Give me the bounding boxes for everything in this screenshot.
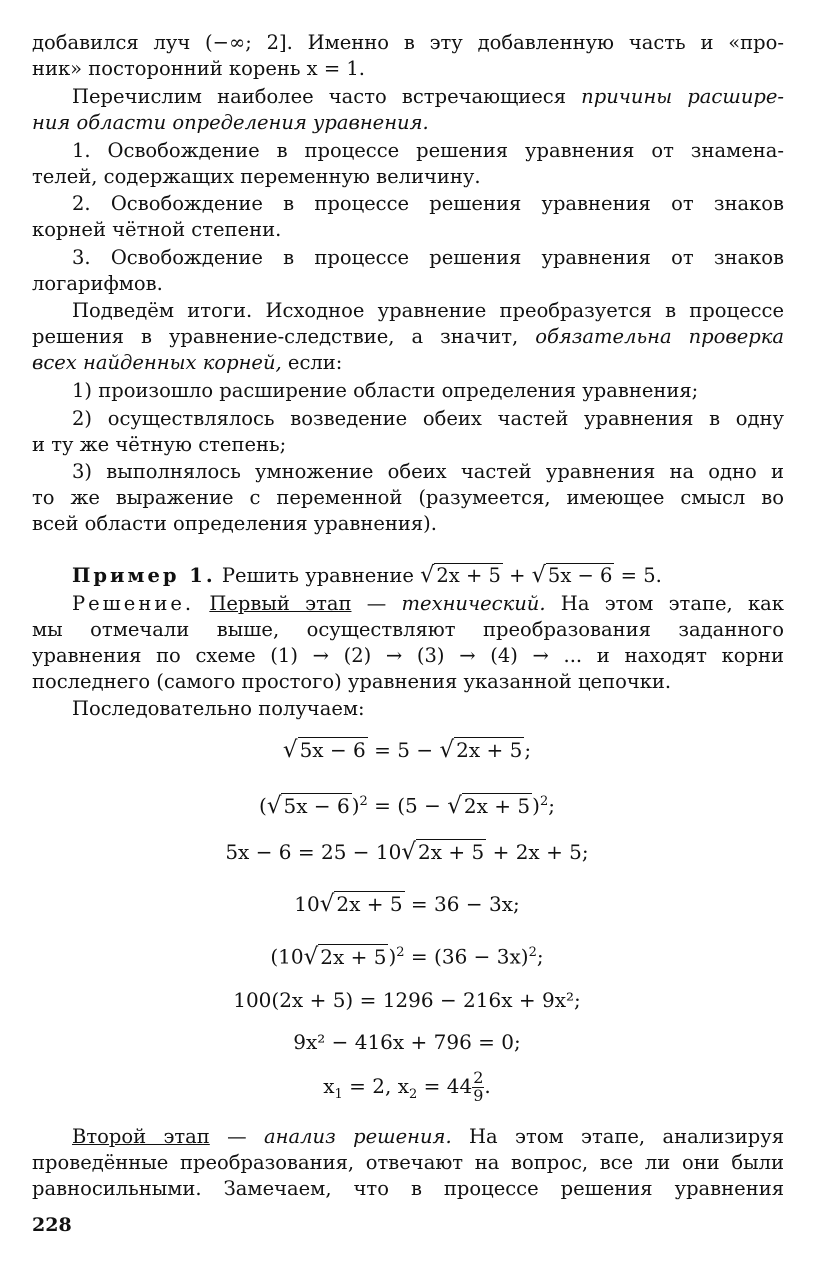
text-line: уравнения по схеме (1) → (2) → (3) → (4) → ... и находят корни bbox=[32, 644, 784, 667]
example-heading: Пример 1. Решить уравнение √ 2x + 5 + √ 5x − 6 = 5. bbox=[72, 562, 662, 588]
equation-7: 9x² − 416x + 796 = 0; bbox=[293, 1030, 521, 1054]
text-line: телей, содержащих переменную величину. bbox=[32, 165, 481, 188]
text-line: решения в уравнение-следствие, а значит, обязательна проверка bbox=[32, 325, 784, 348]
equation-5: (10√ 2x + 5 )$^2 = (36 - 3x)^2$; bbox=[270, 943, 544, 970]
text-line: корней чётной степени. bbox=[32, 218, 282, 241]
text-line: то же выражение с переменной (разумеется, имеющее смысл во bbox=[32, 486, 784, 509]
text-line: 3. Освобождение в процессе решения уравнения от знаков bbox=[72, 246, 784, 269]
text-line: логарифмов. bbox=[32, 272, 163, 295]
text-line: ния области определения уравнения. bbox=[32, 111, 429, 134]
text-line: всей области определения уравнения). bbox=[32, 512, 437, 535]
text-line: Второй этап — анализ решения. На этом этапе, анализируя bbox=[72, 1125, 785, 1148]
text-line: равносильными. Замечаем, что в процессе решения уравнения bbox=[32, 1177, 784, 1200]
text-line: 2) осуществлялось возведение обеих частей уравнения в одну bbox=[72, 407, 784, 430]
text-line: 1) произошло расширение области определения уравнения; bbox=[72, 379, 699, 402]
equation-4: 10√ 2x + 5 = 36 − 3x; bbox=[294, 891, 520, 917]
equation-3: 5x − 6 = 25 − 10√ 2x + 5 + 2x + 5; bbox=[225, 839, 589, 865]
page-number: 228 bbox=[32, 1214, 72, 1236]
text-line: добавился луч (−∞; 2]. Именно в эту добавленную часть и «про- bbox=[32, 31, 784, 54]
equation-8: $x_1 = 2$, $x_2 = 44$ $\frac{2}{9}$ . bbox=[323, 1068, 491, 1105]
text-line: Подведём итоги. Исходное уравнение преобразуется в процессе bbox=[72, 299, 784, 322]
equation-2: (√ 5x − 6 )$^2$ = (5 − √ 2x + 5 )$^2$; bbox=[259, 792, 555, 819]
text-line: всех найденных корней, если: bbox=[32, 351, 343, 374]
text-line: мы отмечали выше, осуществляют преобразования заданного bbox=[32, 618, 784, 641]
text-line: последнего (самого простого) уравнения указанной цепочки. bbox=[32, 670, 672, 693]
text-line: проведённые преобразования, отвечают на вопрос, все ли они были bbox=[32, 1151, 784, 1174]
text-line: 3) выполнялось умножение обеих частей уравнения на одно и bbox=[72, 460, 784, 483]
text-line: и ту же чётную степень; bbox=[32, 433, 287, 456]
text-line: Последовательно получаем: bbox=[72, 697, 365, 720]
solution-heading: Решение. Первый этап — технический. На этом этапе, как bbox=[72, 592, 784, 615]
text-line: ник» посторонний корень x = 1. bbox=[32, 57, 366, 80]
text-line: Перечислим наиболее часто встречающиеся причины расшире- bbox=[72, 85, 784, 108]
equation-1: √ 5x − 6 = 5 − √ 2x + 5 ; bbox=[282, 737, 532, 763]
equation-6: 100(2x + 5) = 1296 − 216x + 9x²; bbox=[233, 988, 581, 1012]
text-line: 2. Освобождение в процессе решения уравнения от знаков bbox=[72, 192, 784, 215]
text-line: 1. Освобождение в процессе решения уравнения от знамена- bbox=[72, 139, 784, 162]
